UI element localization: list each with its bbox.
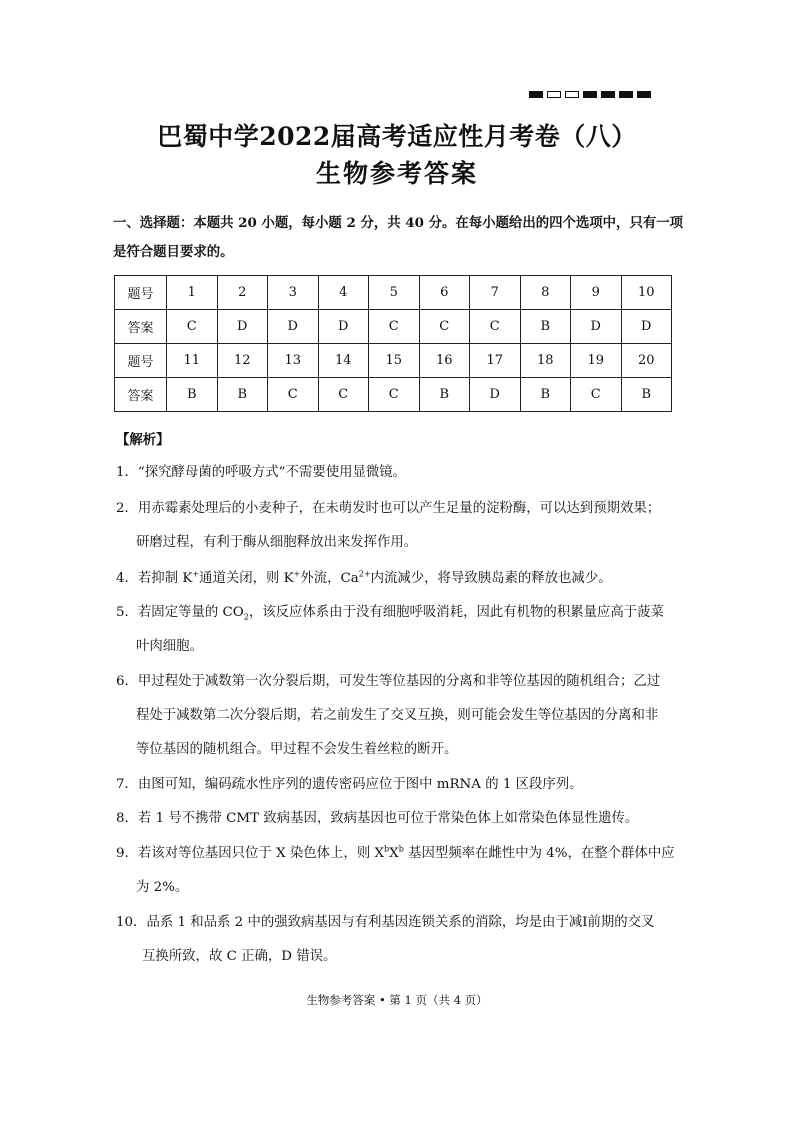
question-number: 7 — [470, 276, 521, 310]
analysis-item-4 — [116, 562, 686, 596]
deco-block — [565, 91, 579, 98]
item-number: 9． — [116, 846, 138, 861]
question-number: 16 — [419, 344, 470, 378]
item-text: 甲过程处于减数第一次分裂后期，可发生等位基因的分离和非等位基因的随机组合；乙过 — [137, 674, 661, 689]
question-number: 5 — [369, 276, 420, 310]
deco-block — [619, 91, 633, 98]
answer-cell: C — [571, 378, 622, 412]
item-text: 为 2%。 — [136, 880, 189, 895]
item-number: 7． — [116, 777, 138, 792]
item-text: 基因型频率在雌性中为 4%，在整个群体中应 — [403, 846, 675, 861]
analysis-item-6 — [116, 665, 686, 767]
answer-cell: D — [318, 310, 369, 344]
answer-cell: D — [571, 310, 622, 344]
deco-block — [529, 91, 543, 98]
deco-block — [547, 91, 561, 98]
answer-cell: C — [318, 378, 369, 412]
answer-cell: B — [167, 378, 218, 412]
item-text: 研磨过程，有利于酶从细胞释放出来发挥作用。 — [136, 535, 418, 550]
answer-cell: B — [621, 378, 672, 412]
answer-cell: C — [369, 378, 420, 412]
superscript: 2+ — [358, 569, 371, 579]
question-number: 3 — [268, 276, 319, 310]
answer-cell: D — [268, 310, 319, 344]
superscript: b — [398, 844, 404, 854]
deco-block — [637, 91, 651, 98]
table-row — [115, 378, 672, 412]
answer-cell: B — [520, 378, 571, 412]
row-label: 题号 — [115, 276, 167, 310]
question-number: 4 — [318, 276, 369, 310]
question-number: 10 — [621, 276, 672, 310]
question-number: 19 — [571, 344, 622, 378]
table-row — [115, 276, 672, 310]
page-footer: 生物参考答案 • 第 1 页（共 4 页） — [306, 993, 488, 1007]
item-text: 品系 1 和品系 2 中的强致病基因与有利基因连锁关系的消除，均是由于减Ⅰ前期的交叉 — [146, 915, 655, 930]
item-text: 外流，Ca — [300, 571, 359, 586]
question-number: 6 — [419, 276, 470, 310]
item-text: ，该反应体系由于没有细胞呼吸消耗，因此有机物的积累量应高于菠菜 — [248, 605, 664, 620]
analysis-item-10 — [116, 906, 686, 974]
row-label: 答案 — [115, 310, 167, 344]
item-text: 等位基因的随机组合。甲过程不会发生着丝粒的断开。 — [136, 742, 458, 757]
answer-cell: B — [217, 378, 268, 412]
analysis-heading: 【解析】 — [116, 432, 170, 448]
question-number: 13 — [268, 344, 319, 378]
question-number: 1 — [167, 276, 218, 310]
item-text: 互换所致，故 C 正确，D 错误。 — [142, 949, 337, 964]
item-number: 1． — [116, 465, 138, 480]
question-number: 15 — [369, 344, 420, 378]
section-instructions: 一、选择题：本题共 20 小题，每小题 2 分，共 40 分。在每小题给出的四个选项中，只有一项是符合题目要求的。 — [113, 215, 684, 260]
item-text: 若该对等位基因只位于 X 染色体上，则 X — [137, 846, 385, 861]
analysis-item-9 — [116, 837, 686, 905]
item-number: 10． — [116, 915, 147, 930]
answer-cell: C — [268, 378, 319, 412]
item-text: 若固定等量的 CO — [137, 605, 244, 620]
row-label: 题号 — [115, 344, 167, 378]
analysis-item-7 — [116, 768, 686, 802]
analysis-item-5 — [116, 596, 686, 664]
question-number: 9 — [571, 276, 622, 310]
answer-table — [114, 275, 672, 412]
question-number: 8 — [520, 276, 571, 310]
answer-cell: D — [621, 310, 672, 344]
question-number: 14 — [318, 344, 369, 378]
table-row — [115, 310, 672, 344]
answer-cell: C — [167, 310, 218, 344]
question-number: 11 — [167, 344, 218, 378]
item-text: X — [389, 846, 399, 861]
answer-cell: D — [470, 378, 521, 412]
analysis-item-1 — [116, 456, 686, 490]
item-text: 内流减少，将导致胰岛素的释放也减少。 — [370, 571, 612, 586]
question-number: 2 — [217, 276, 268, 310]
deco-block — [601, 91, 615, 98]
answer-cell: C — [419, 310, 470, 344]
deco-block — [583, 91, 597, 98]
item-text: 叶肉细胞。 — [136, 639, 203, 654]
page-title: 巴蜀中学2022届高考适应性月考卷（八） — [157, 122, 637, 151]
header-decoration — [529, 91, 651, 98]
item-text: 用赤霉素处理后的小麦种子，在未萌发时也可以产生足量的淀粉酶，可以达到预期效果； — [137, 501, 661, 516]
item-text: “探究酵母菌的呼吸方式”不需要使用显微镜。 — [137, 465, 407, 480]
superscript: b — [384, 844, 390, 854]
item-text: 通道关闭，则 K — [199, 571, 294, 586]
superscript: + — [192, 569, 200, 579]
page-subtitle: 生物参考答案 — [315, 159, 478, 188]
item-text: 若 1 号不携带 CMT 致病基因，致病基因也可位于常染色体上如常染色体显性遗传。 — [137, 811, 639, 826]
question-number: 12 — [217, 344, 268, 378]
item-number: 4． — [116, 571, 138, 586]
row-label: 答案 — [115, 378, 167, 412]
answer-cell: B — [520, 310, 571, 344]
analysis-item-2 — [116, 492, 686, 560]
item-number: 6． — [116, 674, 138, 689]
analysis-item-8 — [116, 802, 686, 836]
item-number: 2． — [116, 501, 138, 516]
item-text: 若抑制 K — [137, 571, 193, 586]
item-number: 5． — [116, 605, 138, 620]
item-text: 由图可知，编码疏水性序列的遗传密码应位于图中 mRNA 的 1 区段序列。 — [137, 777, 583, 792]
subscript: 2 — [243, 612, 249, 622]
item-number: 8． — [116, 811, 138, 826]
answer-cell: B — [419, 378, 470, 412]
answer-cell: C — [470, 310, 521, 344]
item-text: 程处于减数第二次分裂后期，若之前发生了交叉互换，则可能会发生等位基因的分离和非 — [136, 708, 659, 723]
answer-cell: D — [217, 310, 268, 344]
superscript: + — [293, 569, 301, 579]
question-number: 20 — [621, 344, 672, 378]
table-row — [115, 344, 672, 378]
question-number: 18 — [520, 344, 571, 378]
question-number: 17 — [470, 344, 521, 378]
answer-cell: C — [369, 310, 420, 344]
